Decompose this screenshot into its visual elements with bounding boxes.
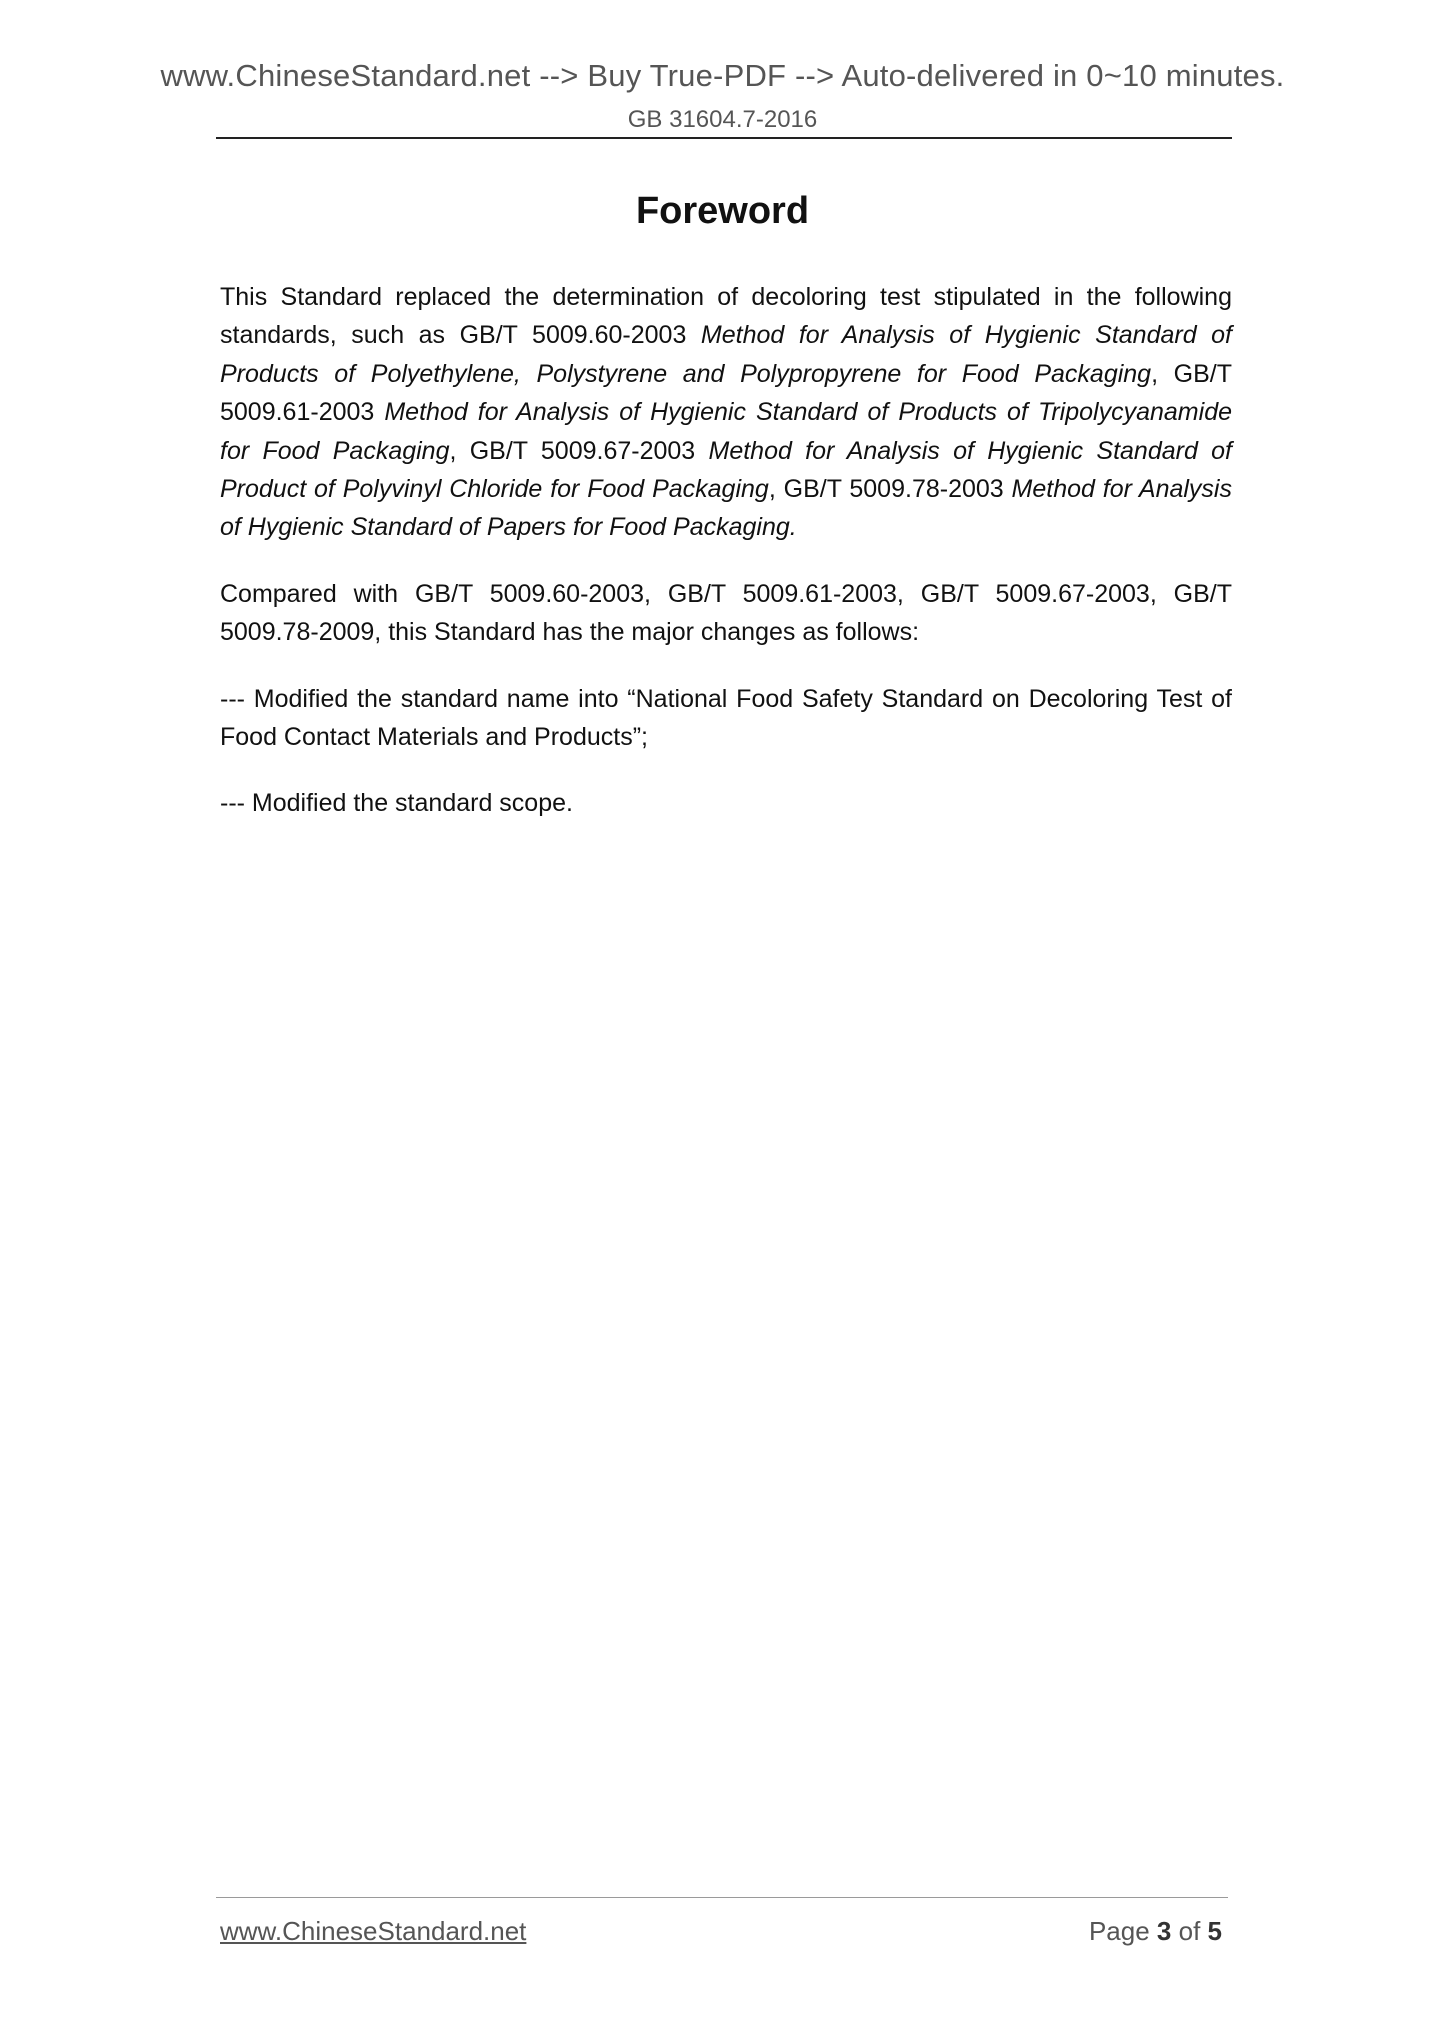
footer-divider [216,1897,1228,1898]
text-run: , GB/T 5009.78-2003 [768,475,1012,504]
text-run: , GB/T 5009.61-2003 [220,359,1233,427]
foreword-body [220,278,1232,851]
paragraph-comparison: Compared with GB/T 5009.60-2003, GB/T 5009.61-2003, GB/T 5009.67-2003, GB/T 5009.78-2009, this Standard has the major changes as follows: [220,579,1232,647]
standard-title-polyvinyl-chloride: Method for Analysis of Hygienic Standard of Product of Polyvinyl Chloride for Food Packaging [220,436,1232,504]
page-current: 3 [1156,1916,1172,1946]
header-divider [216,137,1232,139]
paragraph-replaced-standards [220,278,1232,547]
page-of: of [1178,1916,1201,1946]
page-word: Page [1088,1916,1150,1946]
document-id: GB 31604.7-2016 [627,106,818,133]
header-banner: www.ChineseStandard.net --> Buy True-PDF --> Auto-delivered in 0~10 minutes. [160,58,1285,93]
text-run: This Standard replaced the determination of decoloring test stipulated in the following standards, such as GB/T 5009.60-2003 [220,283,1232,350]
text-run: , GB/T 5009.67-2003 [449,436,709,465]
page-total: 5 [1207,1916,1222,1946]
page-indicator [1089,1916,1222,1947]
footer-website-link[interactable]: www.ChineseStandard.net [220,1916,527,1946]
standard-title-polyethylene: Method for Analysis of Hygienic Standard of Products of Polyethylene, Polystyrene and Polypropyrene for Food Packaging [220,321,1233,388]
page-title: Foreword [635,190,810,232]
standard-title-papers: Method for Analysis of Hygienic Standard of Papers for Food Packaging. [220,475,1232,542]
standard-title-tripolycyanamide: Method for Analysis of Hygienic Standard of Products of Tripolycyanamide for Food Packaging [220,398,1232,465]
change-item: --- Modified the standard scope. [220,789,573,818]
change-item: --- Modified the standard name into “National Food Safety Standard on Decoloring Test of Food Contact Materials and Products”; [220,684,1232,752]
